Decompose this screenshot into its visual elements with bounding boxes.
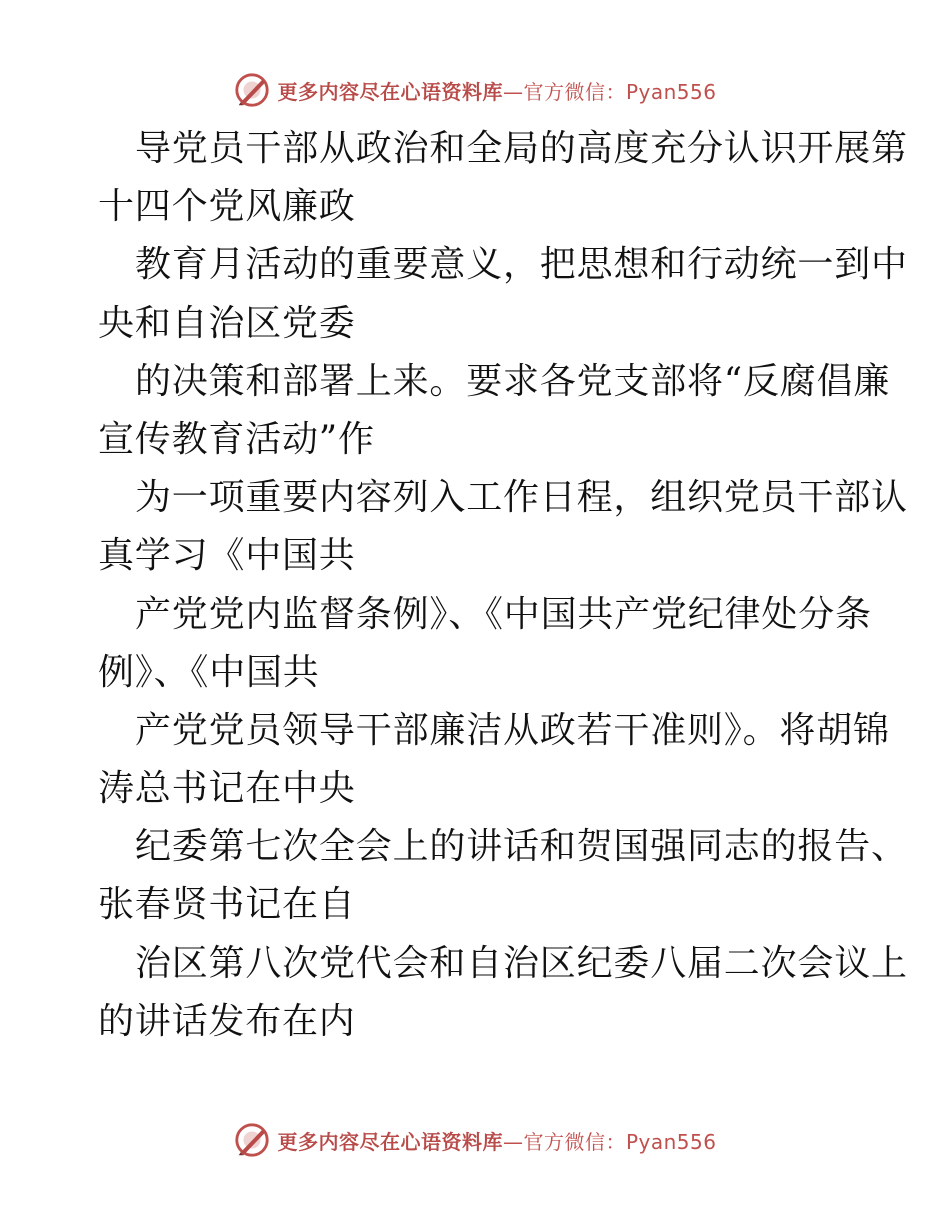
footer-banner-text	[277, 1126, 716, 1155]
body-line: 涛总书记在中央	[98, 768, 356, 810]
body-line: 张春贤书记在自	[98, 884, 356, 926]
header-banner-dash: —	[502, 79, 524, 104]
footer-banner-wechat: 官方微信：Pyan556	[523, 1129, 717, 1154]
body-line: 产党党内监督条例》、《中国共产党纪律处分条	[135, 593, 872, 635]
body-line: 教育月活动的重要意义，把思想和行动统一到中	[135, 244, 908, 286]
body-line: 导党员干部从政治和全局的高度充分认识开展第	[135, 128, 908, 169]
pen-in-circle-icon	[233, 71, 271, 109]
header-banner	[0, 68, 950, 112]
body-line: 宣传教育活动”作	[98, 418, 375, 460]
body-line: 为一项重要内容列入工作日程，组织党员干部认	[135, 477, 908, 519]
header-banner-wechat: 官方微信：Pyan556	[523, 79, 717, 104]
body-line: 产党党员领导干部廉洁从政若干准则》。将胡锦	[135, 709, 890, 751]
header-banner-text	[277, 76, 716, 105]
footer-banner	[0, 1118, 950, 1162]
body-line: 央和自治区党委	[98, 302, 356, 344]
body-line: 治区第八次党代会和自治区纪委八届二次会议上	[135, 942, 908, 984]
body-line: 真学习《中国共	[98, 535, 356, 577]
body-line: 纪委第七次全会上的讲话和贺国强同志的报告、	[135, 826, 908, 868]
footer-banner-dash: —	[502, 1129, 524, 1154]
footer-banner-brand: 更多内容尽在心语资料库	[277, 1129, 503, 1154]
body-line: 例》、《中国共	[98, 651, 320, 693]
body-line: 十四个党风廉政	[98, 186, 356, 228]
body-line: 的决策和部署上来。要求各党支部将“反腐倡廉	[135, 360, 891, 402]
document-body	[98, 120, 908, 1051]
header-banner-brand: 更多内容尽在心语资料库	[277, 79, 503, 104]
body-line: 的讲话发布在内	[98, 1000, 356, 1042]
pen-in-circle-icon	[233, 1121, 271, 1159]
